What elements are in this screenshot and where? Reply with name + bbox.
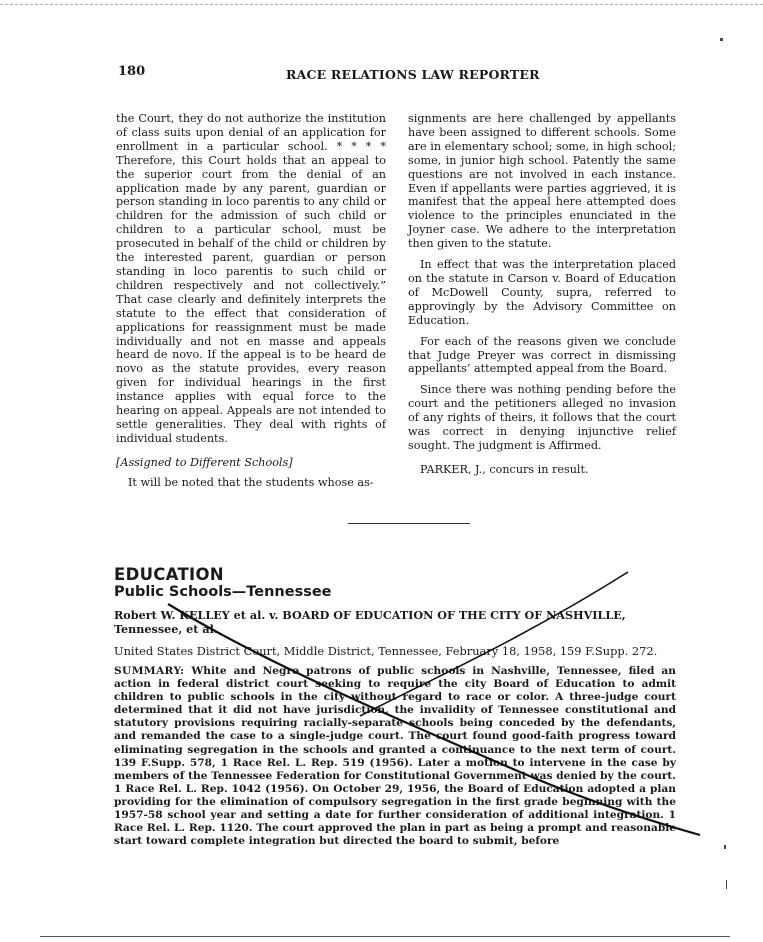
summary-label: SUMMARY: [114,665,185,677]
case-summary [114,665,676,848]
left-paragraph-1: the Court, they do not authorize the institution of class suits upon denial of an application for enrollment in a particular school. * * * * Therefore, this Court holds that an appeal to the superior court from the denial of an application made by any parent, guardian or person standing in loco parentis to any child or children for the admission of such child or children to a particular school, must be prosecuted in behalf of the child or children by the interested parent, guardian or person standing in loco parentis to such child or children respectively and not collectively.” That case clearly and definitely interprets the statute to the effect that consideration of applications for reassignment must be made individually and not en masse and appeals heard de novo. If the appeal is to be heard de novo as the statute provides, every reason given for individual hearings in the first instance applies with equal force to the hearing on appeal. Appeals are not intended to settle generalities. They deal with rights of individual students. [116,112,386,445]
right-column [408,112,676,484]
right-paragraph-2: In effect that was the interpretation placed on the statute in Carson v. Board of Education of McDowell County, supra, referred to approvingly by the Advisory Committee on Education. [408,258,676,327]
section-divider [348,523,470,524]
page-number: 180 [118,64,146,79]
left-column [116,112,386,497]
scan-speck [724,845,726,849]
bottom-rule [40,936,730,937]
scan-speck [720,38,723,41]
court-citation-line: United States District Court, Middle District, Tennessee, February 18, 1958, 159 F.Supp. 272. [114,644,658,658]
running-head: RACE RELATIONS LAW REPORTER [286,67,540,82]
right-paragraph-1: signments are here challenged by appellants have been assigned to different schools. Some are in elementary school; some, in high school; some, in junior high school. Patently the same questions are not involved in each instance. Even if appellants were parties aggrieved, it is manifest that the appeal here attempted does violence to the principles enunciated in the Joyner case. We adhere to the interpretation then given to the statute. [408,112,676,251]
case-caption: Robert W. KELLEY et al. v. BOARD OF EDUCATION OF THE CITY OF NASHVILLE, Tennessee, et al. [114,608,626,636]
right-paragraph-3: For each of the reasons given we conclude that Judge Preyer was correct in dismissing appellants’ attempted appeal from the Board. [408,334,676,376]
scan-speck [726,880,727,889]
left-paragraph-2: It will be noted that the students whose as- [128,475,374,489]
right-paragraph-4: Since there was nothing pending before the court and the petitioners alleged no invasion of any rights of theirs, it follows that the court was correct in denying injunctive relief sought. The judgment is Affirmed. [408,383,676,452]
section-title: EDUCATION [114,565,224,584]
section-subtitle: Public Schools—Tennessee [114,584,332,600]
summary-text: White and Negro patrons of public schools in Nashville, Tennessee, filed an action in federal district court seeking to require the city Board of Education to admit children to public schools in the city without regard to race or color. A three-judge court determined that it did not have jurisdiction, the invalidity of Tennessee constitutional and statutory provisions requiring racially-separate schools being conceded by the defendants, and remanded the case to a single-judge court. The court found good-faith progress toward eliminating segregation in the schools and granted a continuance to the next term of court. 139 F.Supp. 578, 1 Race Rel. L. Rep. 519 (1956). Later a motion to intervene in the case by members of the Tennessee Federation for Constitutional Government was denied by the court. 1 Race Rel. L. Rep. 1042 (1956). On October 29, 1956, the Board of Education adopted a plan providing for the elimination of compulsory segregation in the first grade beginning with the 1957-58 school year and setting a date for further consideration of additional integration. 1 Race Rel. L. Rep. 1120. The court approved the plan in part as being a prompt and reasonable start toward complete integration but directed the board to submit, before [114,665,676,848]
top-dashed-rule [0,4,763,5]
right-paragraph-5: PARKER, J., concurs in result. [420,462,589,476]
subheading-assigned-schools: [Assigned to Different Schools] [116,455,293,469]
